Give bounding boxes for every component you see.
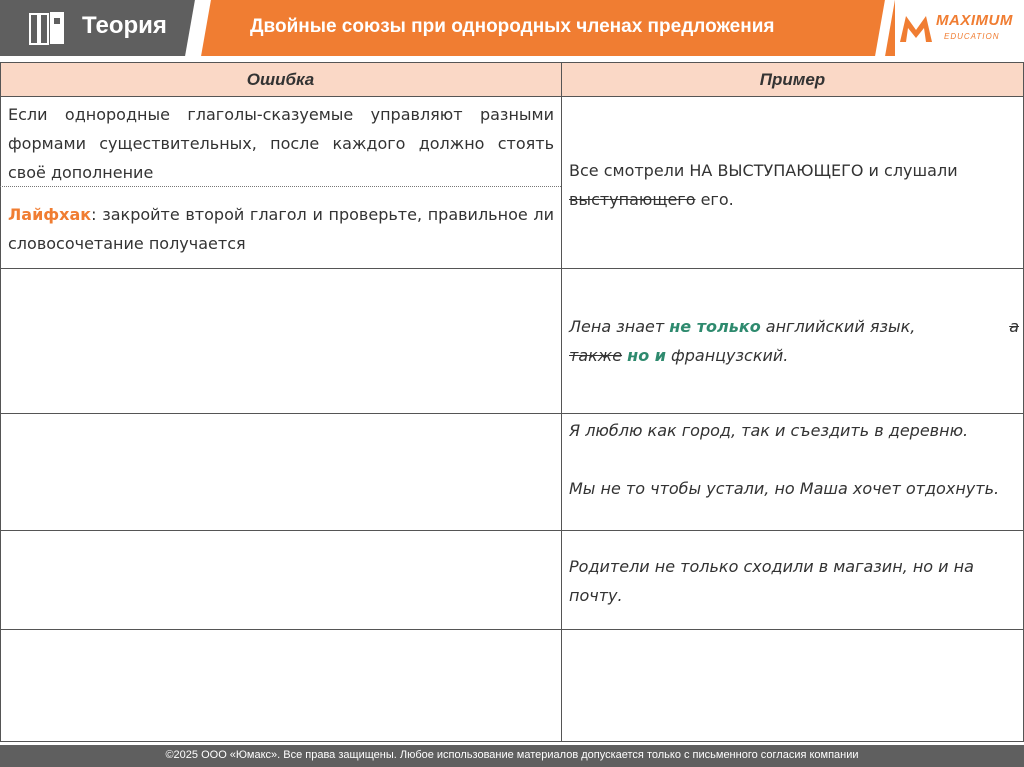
example-text-3a: Я люблю как город, так и съездить в деревню. xyxy=(569,421,969,440)
dotted-divider xyxy=(0,186,561,187)
column-header-error: Ошибка xyxy=(246,70,315,89)
slide-title: Двойные союзы при однородных членах предложения xyxy=(250,16,775,37)
example-text-2: Лена знает не только английский язык, а также но и французский. xyxy=(569,312,1019,370)
errors-table xyxy=(0,62,1024,742)
example-text-1: Все смотрели НА ВЫСТУПАЮЩЕГО и слушали выступающего его. xyxy=(569,161,958,209)
logo-mark-icon xyxy=(896,8,936,50)
slide-header xyxy=(0,0,1024,58)
copyright-text: ©2025 ООО «Юмакс». Все права защищены. Любое использование материалов допускается только с письменного согласия компании xyxy=(165,749,859,761)
error-rule-text: Если однородные глаголы-сказуемые управляют разными формами существительных, после каждого должно стоять своё дополнение xyxy=(8,105,554,182)
example-text-3b: Мы не то чтобы устали, но Маша хочет отдохнуть. xyxy=(569,479,1000,498)
conjunction-highlight: не только xyxy=(669,317,761,336)
lifehack-label: Лайфхак xyxy=(8,205,92,224)
column-header-example: Пример xyxy=(759,70,826,89)
struck-word: а xyxy=(1009,317,1019,336)
logo-subtext: EDUCATION xyxy=(944,32,1000,41)
maximum-logo xyxy=(896,8,1020,50)
lifehack-text: Лайфхак: закройте второй глагол и проверьте, правильное ли словосочетание получается xyxy=(8,205,554,253)
conjunction-highlight: но и xyxy=(627,346,666,365)
footer-bar xyxy=(0,745,1024,767)
section-title: Теория xyxy=(82,12,167,39)
books-icon xyxy=(28,10,68,46)
struck-word: также xyxy=(569,346,623,365)
logo-text: MAXIMUM xyxy=(936,12,1013,29)
example-text-4: Родители не только сходили в магазин, но и на почту. xyxy=(569,557,974,605)
struck-word: выступающего xyxy=(569,190,696,209)
